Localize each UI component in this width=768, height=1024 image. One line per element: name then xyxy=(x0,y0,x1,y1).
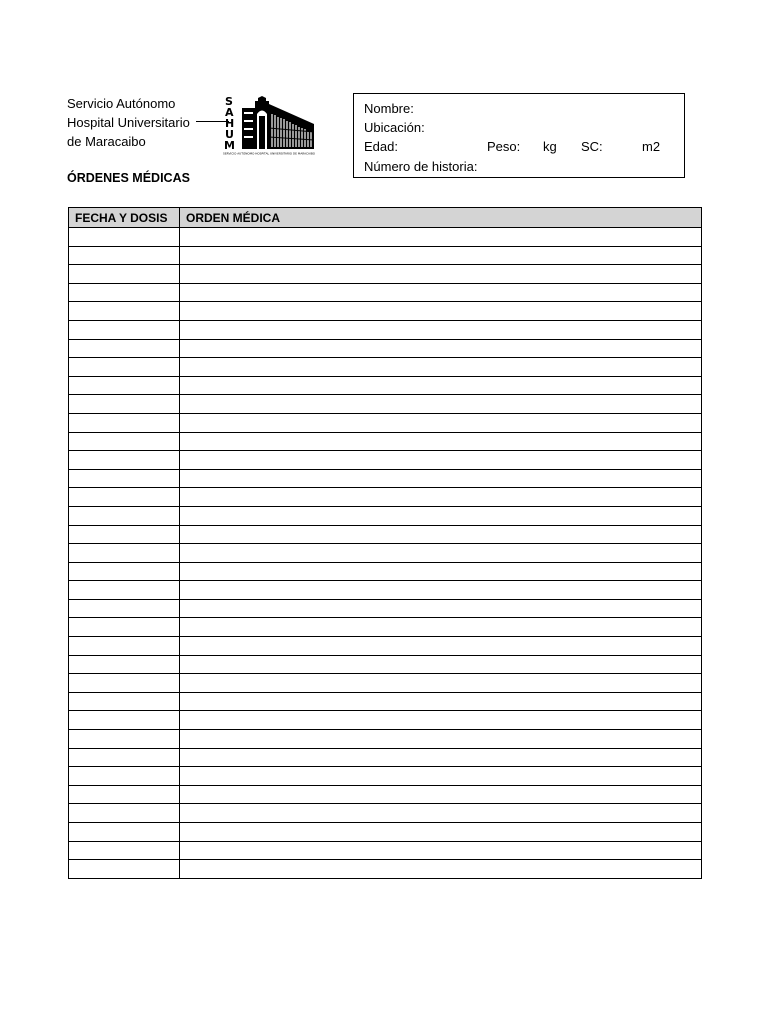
table-row xyxy=(69,860,702,879)
peso-label: Peso: xyxy=(487,139,521,155)
orden-medica-cell[interactable] xyxy=(180,562,702,581)
table-row xyxy=(69,320,702,339)
fecha-dosis-cell[interactable] xyxy=(69,785,180,804)
table-row xyxy=(69,339,702,358)
table-row xyxy=(69,655,702,674)
orden-medica-cell[interactable] xyxy=(180,841,702,860)
orden-medica-cell[interactable] xyxy=(180,767,702,786)
patient-info-box xyxy=(353,93,685,178)
table-row xyxy=(69,376,702,395)
table-row xyxy=(69,413,702,432)
table-row xyxy=(69,637,702,656)
table-row xyxy=(69,674,702,693)
table-row xyxy=(69,525,702,544)
fecha-dosis-cell[interactable] xyxy=(69,376,180,395)
orden-medica-cell[interactable] xyxy=(180,748,702,767)
table-header-row xyxy=(69,208,702,228)
orden-medica-cell[interactable] xyxy=(180,525,702,544)
fecha-dosis-cell[interactable] xyxy=(69,395,180,414)
fecha-dosis-cell[interactable] xyxy=(69,730,180,749)
table-row xyxy=(69,395,702,414)
fecha-dosis-cell[interactable] xyxy=(69,469,180,488)
table-row xyxy=(69,283,702,302)
table-row xyxy=(69,488,702,507)
orden-medica-cell[interactable] xyxy=(180,823,702,842)
table-row xyxy=(69,469,702,488)
historia-label: Número de historia: xyxy=(364,158,478,174)
table-row xyxy=(69,748,702,767)
orden-medica-cell[interactable] xyxy=(180,451,702,470)
fecha-dosis-cell[interactable] xyxy=(69,413,180,432)
logo-caption: SERVICIO AUTÓNOMO HOSPITAL UNIVERSITARIO DE MARACAIBO xyxy=(223,152,307,156)
orden-medica-cell[interactable] xyxy=(180,581,702,600)
orden-medica-cell[interactable] xyxy=(180,860,702,879)
logo-letter-s: S xyxy=(225,95,233,108)
document-title: ÓRDENES MÉDICAS xyxy=(67,171,190,185)
fecha-dosis-cell[interactable] xyxy=(69,767,180,786)
orden-medica-cell[interactable] xyxy=(180,637,702,656)
orden-medica-cell[interactable] xyxy=(180,228,702,247)
fecha-dosis-cell[interactable] xyxy=(69,506,180,525)
table-row xyxy=(69,841,702,860)
fecha-dosis-cell[interactable] xyxy=(69,562,180,581)
orden-medica-cell[interactable] xyxy=(180,655,702,674)
orden-medica-cell[interactable] xyxy=(180,506,702,525)
logo-letter-u: U xyxy=(225,128,234,141)
historia-row xyxy=(364,157,684,176)
table-row xyxy=(69,767,702,786)
orden-medica-cell[interactable] xyxy=(180,674,702,693)
fecha-dosis-cell[interactable] xyxy=(69,265,180,284)
orden-medica-cell[interactable] xyxy=(180,395,702,414)
table-row xyxy=(69,581,702,600)
table-row xyxy=(69,823,702,842)
fecha-dosis-cell[interactable] xyxy=(69,228,180,247)
fecha-dosis-cell[interactable] xyxy=(69,339,180,358)
fecha-dosis-cell[interactable] xyxy=(69,841,180,860)
edad-label: Edad: xyxy=(364,139,398,155)
logo-letter-a: A xyxy=(225,106,234,119)
sc-label: SC: xyxy=(581,139,603,155)
orden-medica-cell[interactable] xyxy=(180,804,702,823)
table-row xyxy=(69,265,702,284)
orden-medica-cell[interactable] xyxy=(180,785,702,804)
fecha-dosis-cell[interactable] xyxy=(69,674,180,693)
fecha-dosis-cell[interactable] xyxy=(69,525,180,544)
table-row xyxy=(69,618,702,637)
fecha-dosis-cell[interactable] xyxy=(69,358,180,377)
table-row xyxy=(69,599,702,618)
orden-medica-cell[interactable] xyxy=(180,302,702,321)
fecha-dosis-cell[interactable] xyxy=(69,823,180,842)
orden-medica-cell[interactable] xyxy=(180,376,702,395)
fecha-dosis-cell[interactable] xyxy=(69,246,180,265)
header-fecha-dosis: FECHA Y DOSIS xyxy=(69,208,180,228)
orden-medica-cell[interactable] xyxy=(180,358,702,377)
institution-line-3: de Maracaibo xyxy=(67,134,146,149)
orden-medica-cell[interactable] xyxy=(180,599,702,618)
orden-medica-cell[interactable] xyxy=(180,692,702,711)
table-row xyxy=(69,544,702,563)
fecha-dosis-cell[interactable] xyxy=(69,637,180,656)
orden-medica-cell[interactable] xyxy=(180,544,702,563)
orden-medica-cell[interactable] xyxy=(180,265,702,284)
orden-medica-cell[interactable] xyxy=(180,320,702,339)
orden-medica-cell[interactable] xyxy=(180,432,702,451)
sc-unit: m2 xyxy=(642,139,661,155)
fecha-dosis-cell[interactable] xyxy=(69,599,180,618)
orden-medica-cell[interactable] xyxy=(180,469,702,488)
nombre-label: Nombre: xyxy=(364,101,414,116)
ubicacion-row xyxy=(364,118,684,137)
orden-medica-cell[interactable] xyxy=(180,413,702,432)
fecha-dosis-cell[interactable] xyxy=(69,320,180,339)
table-row xyxy=(69,711,702,730)
fecha-dosis-cell[interactable] xyxy=(69,544,180,563)
table-row xyxy=(69,730,702,749)
fecha-dosis-cell[interactable] xyxy=(69,581,180,600)
fecha-dosis-cell[interactable] xyxy=(69,711,180,730)
table-row xyxy=(69,451,702,470)
table-row xyxy=(69,804,702,823)
table-row xyxy=(69,246,702,265)
sahum-logo xyxy=(222,94,316,156)
table-row xyxy=(69,228,702,247)
orden-medica-cell[interactable] xyxy=(180,618,702,637)
table-row xyxy=(69,785,702,804)
logo-letter-m: M xyxy=(224,139,235,152)
table-row xyxy=(69,302,702,321)
fecha-dosis-cell[interactable] xyxy=(69,488,180,507)
fecha-dosis-cell[interactable] xyxy=(69,302,180,321)
fecha-dosis-cell[interactable] xyxy=(69,655,180,674)
hospital-building-icon xyxy=(242,96,314,149)
table-row xyxy=(69,692,702,711)
orden-medica-cell[interactable] xyxy=(180,339,702,358)
table-body xyxy=(69,228,702,879)
edad-peso-sc-row xyxy=(364,137,684,156)
fecha-dosis-cell[interactable] xyxy=(69,692,180,711)
fecha-dosis-cell[interactable] xyxy=(69,432,180,451)
table-row xyxy=(69,432,702,451)
fecha-dosis-cell[interactable] xyxy=(69,748,180,767)
table-row xyxy=(69,358,702,377)
table-row xyxy=(69,506,702,525)
fecha-dosis-cell[interactable] xyxy=(69,860,180,879)
nombre-row xyxy=(364,99,684,118)
orden-medica-cell[interactable] xyxy=(180,246,702,265)
orden-medica-cell[interactable] xyxy=(180,730,702,749)
medical-orders-table xyxy=(68,207,702,879)
institution-line-2: Hospital Universitario xyxy=(67,115,190,130)
orden-medica-cell[interactable] xyxy=(180,488,702,507)
fecha-dosis-cell[interactable] xyxy=(69,283,180,302)
orden-medica-cell[interactable] xyxy=(180,711,702,730)
peso-unit: kg xyxy=(543,139,557,155)
header-orden-medica: ORDEN MÉDICA xyxy=(180,208,702,228)
fecha-dosis-cell[interactable] xyxy=(69,618,180,637)
fecha-dosis-cell[interactable] xyxy=(69,804,180,823)
institution-line-1: Servicio Autónomo xyxy=(67,96,176,111)
institution-name xyxy=(67,94,190,151)
table-row xyxy=(69,562,702,581)
logo-letter-h: H xyxy=(225,117,235,130)
orden-medica-cell[interactable] xyxy=(180,283,702,302)
fecha-dosis-cell[interactable] xyxy=(69,451,180,470)
ubicacion-label: Ubicación: xyxy=(364,120,425,136)
